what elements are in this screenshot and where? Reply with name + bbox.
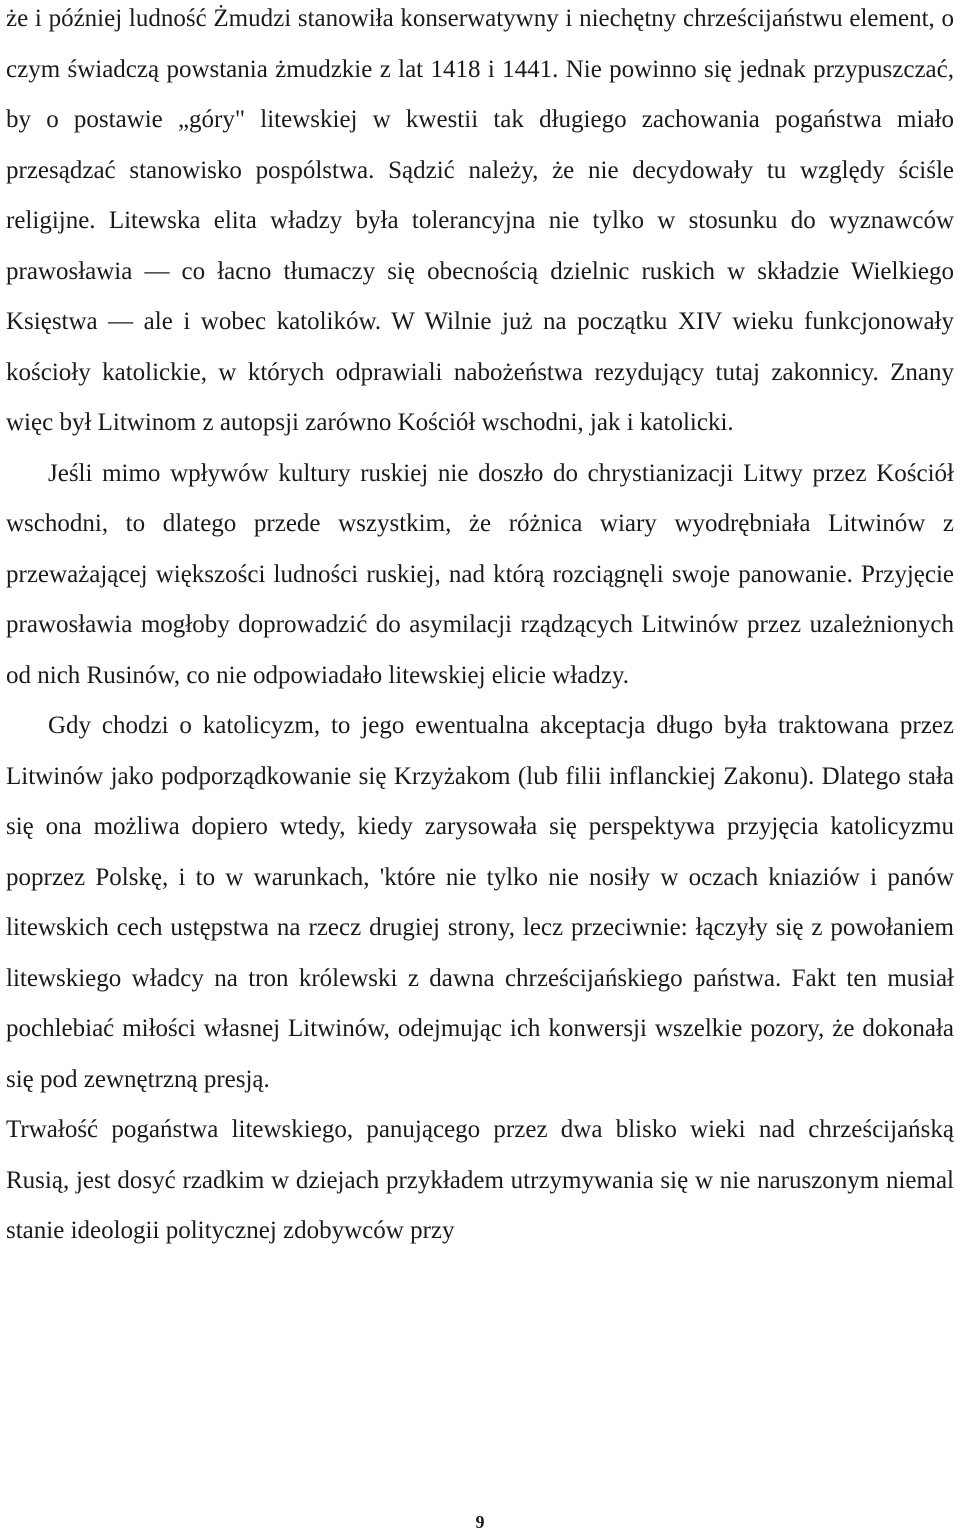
paragraph-4: Trwałość pogaństwa litewskiego, panującego przez dwa blisko wieki nad chrześcijańską Rusią, jest dosyć rzadkim w dziejach przykładem utrzymywania się w nie naruszonym niemal stanie ideologii politycznej zdobywców przy — [6, 1116, 954, 1244]
page-number: 9 — [475, 1512, 485, 1532]
paragraph-1: że i później ludność Żmudzi stanowiła konserwatywny i niechętny chrześcijaństwu element, o czym świadczą powstania żmudzkie z lat 1418 i 1441. Nie powinno się jednak przypuszczać, by o postawie „góry" litewskiej w kwestii tak długiego zachowania pogaństwa miało przesądzać stanowisko pospólstwa. Sądzić należy, że nie decydowały tu względy ściśle religijne. Litewska elita władzy była tolerancyjna nie tylko w stosunku do wyznawców prawosławia — co łacno tłumaczy się obecnością dzielnic ruskich w składzie Wielkiego Księstwa — ale i wobec katolików. W Wilnie już na początku XIV wieku funkcjonowały kościoły katolickie, w których odprawiali nabożeństwa rezydujący tutaj zakonnicy. Znany więc był Litwinom z autopsji zarówno Kościół wschodni, jak i katolicki. — [6, 5, 954, 436]
paragraph-2: Jeśli mimo wpływów kultury ruskiej nie doszło do chrystianizacji Litwy przez Kościół wschodni, to dlatego przede wszystkim, że różnica wiary wyodrębniała Litwinów z przeważającej większości ludności ruskiej, nad którą rozciągnęli swoje panowanie. Przyjęcie prawosławia mogłoby doprowadzić do asymilacji rządzących Litwinów przez uzależnionych od nich Rusinów, co nie odpowiadało litewskiej elicie władzy. — [6, 459, 954, 689]
document-page — [6, 0, 954, 1257]
paragraph-3: Gdy chodzi o katolicyzm, to jego ewentualna akceptacja długo była traktowana przez Litwinów jako podporządkowanie się Krzyżakom (lub filii inflanckiej Zakonu). Dlatego stała się ona możliwa dopiero wtedy, kiedy zarysowała się perspektywa przyjęcia katolicyzmu poprzez Polskę, i to w warunkach, 'które nie tylko nie nosiły w oczach kniaziów i panów litewskich cech ustępstwa na rzecz drugiej strony, lecz przeciwnie: łączyły się z powołaniem litewskiego władcy na tron królewski z dawna chrześcijańskiego państwa. Fakt ten musiał pochlebiać miłości własnej Litwinów, odejmując ich konwersji wszelkie pozory, że dokonała się pod zewnętrzną presją. — [6, 712, 954, 1093]
